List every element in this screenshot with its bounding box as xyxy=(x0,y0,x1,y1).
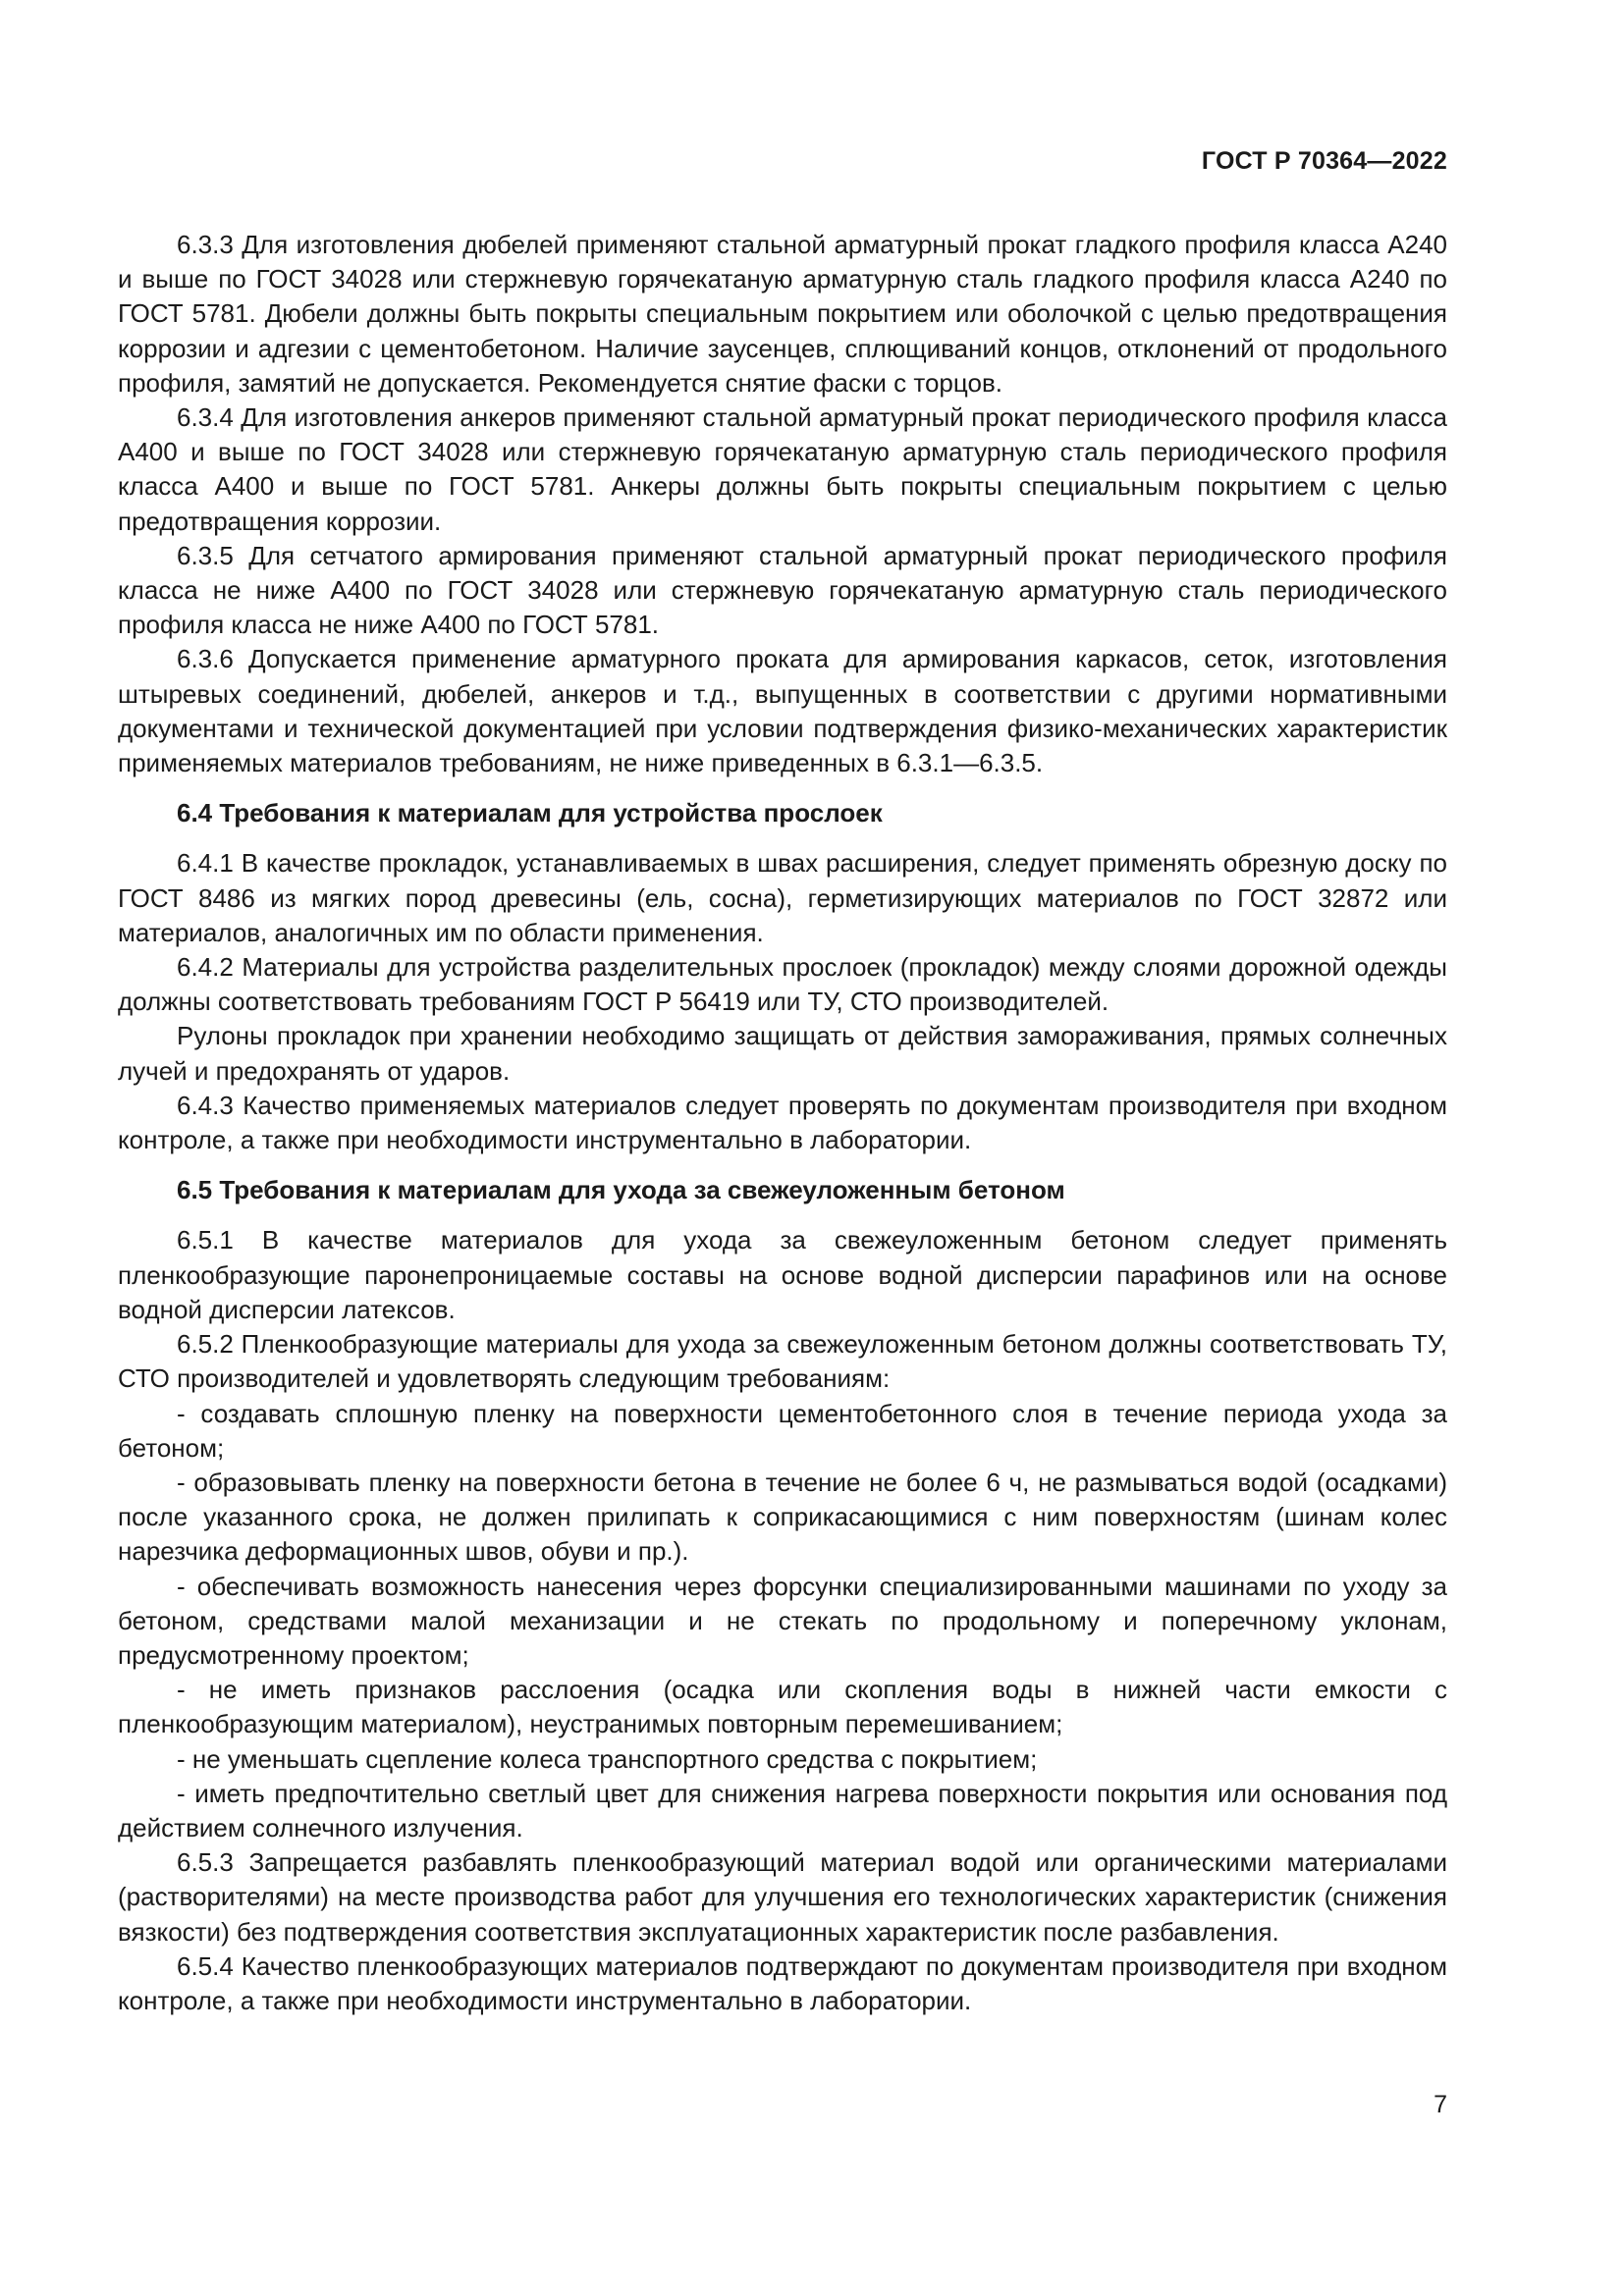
document-body xyxy=(118,228,1447,2018)
requirement-list-item: - образовывать пленку на поверхности бетона в течение не более 6 ч, не размываться водой (осадками) после указанного срока, не должен прилипать к соприкасающимися с ним поверхностям (шинам колес нарезчика деформационных швов, обуви и пр.). xyxy=(118,1467,1447,1567)
clause-6-3-4: 6.3.4 Для изготовления анкеров применяют стальной арматурный прокат периодического профиля класса А400 и выше по ГОСТ 34028 или стержневую горячекатаную арматурную сталь периодического профиля класса А400 и выше по ГОСТ 5781. Анкеры должны быть покрыты специальным покрытием с целью предотвращения коррозии. xyxy=(118,402,1447,536)
section-heading-6-4: 6.4 Требования к материалам для устройства прослоек xyxy=(177,798,883,828)
clause-6-3-3: 6.3.3 Для изготовления дюбелей применяют стальной арматурный прокат гладкого профиля класса А240 и выше по ГОСТ 34028 или стержневую горячекатаную арматурную сталь гладкого профиля класса А240 по ГОСТ 5781. Дюбели должны быть покрыты специальным покрытием или оболочкой с целью предотвращения коррозии и адгезии с цементобетоном. Наличие заусенцев, сплющиваний концов, отклонений от продольного профиля, замятий не допускается. Рекомендуется снятие фаски с торцов. xyxy=(118,230,1447,398)
page-number: 7 xyxy=(1434,2091,1447,2118)
clause-6-5-2: 6.5.2 Пленкообразующие материалы для ухода за свежеуложенным бетоном должны соответствовать ТУ, СТО производителей и удовлетворять следующим требованиям: xyxy=(118,1329,1447,1394)
clause-6-4-3: 6.4.3 Качество применяемых материалов следует проверять по документам производителя при входном контроле, а также при необходимости инструментально в лаборатории. xyxy=(118,1090,1447,1155)
requirement-list-item: - обеспечивать возможность нанесения через форсунки специализированными машинами по уходу за бетоном, средствами малой механизации и не стекать по продольному и поперечному уклонам, предусмотренному проектом; xyxy=(118,1571,1447,1670)
clause-6-5-1: 6.5.1 В качестве материалов для ухода за свежеуложенным бетоном следует применять пленкообразующие паронепроницаемые составы на основе водной дисперсии парафинов или на основе водной дисперсии латексов. xyxy=(118,1225,1447,1324)
requirement-list-item: - не уменьшать сцепление колеса транспортного средства с покрытием; xyxy=(177,1743,1038,1774)
clause-6-4-2: 6.4.2 Материалы для устройства разделительных прослоек (прокладок) между слоями дорожной одежды должны соответствовать требованиям ГОСТ Р 56419 или ТУ, СТО производителей. xyxy=(118,952,1447,1017)
requirement-list-item: - создавать сплошную пленку на поверхности цементобетонного слоя в течение периода ухода за бетоном; xyxy=(118,1398,1447,1463)
clause-6-5-4: 6.5.4 Качество пленкообразующих материалов подтверждают по документам производителя при входном контроле, а также при необходимости инструментально в лаборатории. xyxy=(118,1950,1447,2015)
clause-6-4-2-continuation: Рулоны прокладок при хранении необходимо защищать от действия замораживания, прямых солнечных лучей и предохранять от ударов. xyxy=(118,1021,1447,1086)
requirement-list-item: - иметь предпочтительно светлый цвет для снижения нагрева поверхности покрытия или основания под действием солнечного излучения. xyxy=(118,1778,1447,1842)
requirement-list-item: - не иметь признаков расслоения (осадка или скопления воды в нижней части емкости с пленкообразующим материалом), неустранимых повторным перемешиванием; xyxy=(118,1675,1447,1739)
clause-6-3-6: 6.3.6 Допускается применение арматурного проката для армирования каркасов, сеток, изготовления штыревых соединений, дюбелей, анкеров и т.д., выпущенных в соответствии с другими нормативными документами и технической документацией при условии подтверждения физико-механических характеристик применяемых материалов требованиям, не ниже приведенных в 6.3.1—6.3.5. xyxy=(118,644,1447,778)
section-heading-6-5: 6.5 Требования к материалам для ухода за свежеуложенным бетоном xyxy=(177,1175,1065,1205)
clause-6-4-1: 6.4.1 В качестве прокладок, устанавливаемых в швах расширения, следует применять обрезную доску по ГОСТ 8486 из мягких пород древесины (ель, сосна), герметизирующих материалов по ГОСТ 32872 или материалов, аналогичных им по области применения. xyxy=(118,848,1447,947)
document-id-header: ГОСТ Р 70364—2022 xyxy=(1201,147,1447,175)
clause-6-3-5: 6.3.5 Для сетчатого армирования применяют стальной арматурный прокат периодического профиля класса не ниже А400 по ГОСТ 34028 или стержневую горячекатаную арматурную сталь периодического профиля класса не ниже А400 по ГОСТ 5781. xyxy=(118,540,1447,640)
clause-6-5-3: 6.5.3 Запрещается разбавлять пленкообразующий материал водой или органическими материалами (растворителями) на месте производства работ для улучшения его технологических характеристик (снижения вязкости) без подтверждения соответствия эксплуатационных характеристик после разбавления. xyxy=(118,1847,1447,1947)
